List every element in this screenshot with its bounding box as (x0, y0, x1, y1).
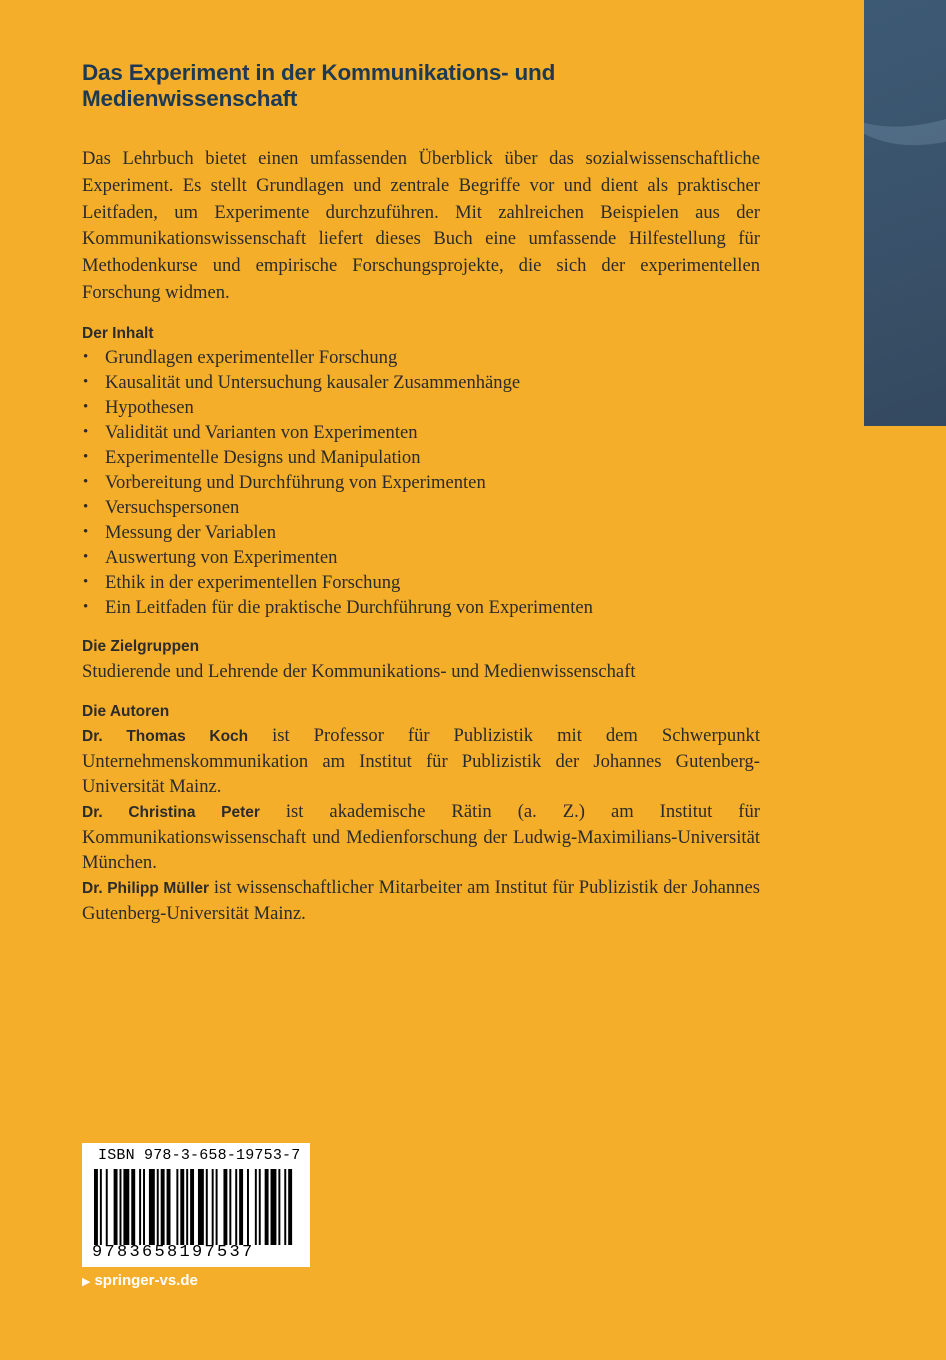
barcode-bar (120, 1169, 122, 1245)
barcode-icon (94, 1169, 298, 1245)
arrow-right-icon: ▶ (82, 1276, 91, 1288)
barcode-bar (212, 1169, 214, 1245)
audience-heading: Die Zielgruppen (82, 637, 200, 655)
intro-paragraph: Das Lehrbuch bietet einen umfassenden Überblick über das sozialwissenschaftliche Experiment. Es stellt Grundlagen und zentrale Begriffe vor und dient als praktischer Leitfaden, um Experimente durchzuführen. Mit zahlreichen Beispielen aus der Kommunikationswissenschaft liefert dieses Buch eine umfassende Hilfestellung für Methodenkurse und empirische Forschungsprojekte, die sich der experimentellen Forschung widmen. (82, 148, 760, 303)
list-item: • Auswertung von Experimenten (83, 546, 338, 568)
barcode-bar (100, 1169, 102, 1245)
barcode-bar (239, 1169, 243, 1245)
list-item: • Ethik in der experimentellen Forschung (83, 571, 401, 593)
author-name: Dr. Philipp Müller (82, 879, 210, 897)
publisher-url: springer-vs.de (94, 1272, 198, 1289)
list-item: • Messung der Variablen (83, 521, 277, 543)
barcode-bar (161, 1169, 165, 1245)
author-entry (82, 875, 760, 926)
barcode-bar (123, 1169, 129, 1245)
list-item: • Vorbereitung und Durchführung von Experimenten (83, 471, 486, 493)
bullet-icon: • (83, 373, 89, 390)
barcode-bar (255, 1169, 257, 1245)
barcode-bar (131, 1169, 135, 1245)
barcode-bar (247, 1169, 249, 1245)
barcode-bar (223, 1169, 227, 1245)
author-entry (82, 799, 760, 875)
author-bio: ist wissenschaftlicher Mitarbeiter am Institut für Publizistik der Johannes Gutenberg-Universität Mainz. (82, 876, 760, 924)
barcode-bar (229, 1169, 231, 1245)
barcode-bar (235, 1169, 237, 1245)
barcode-bar (143, 1169, 145, 1245)
barcode-bar (114, 1169, 118, 1245)
author-entry (82, 723, 760, 799)
bullet-icon: • (83, 548, 89, 565)
barcode-bar (288, 1169, 292, 1245)
list-item: • Hypothesen (83, 396, 194, 418)
barcode-bar (149, 1169, 155, 1245)
bullet-icon: • (83, 448, 89, 465)
barcode-bar (94, 1169, 98, 1245)
barcode-bar (139, 1169, 141, 1245)
barcode-bar (206, 1169, 208, 1245)
list-item: • Validität und Varianten von Experimenten (83, 421, 418, 443)
barcode-bar (190, 1169, 194, 1245)
back-cover-text (82, 60, 760, 926)
cover-corner-sheen (864, 0, 946, 172)
author-name: Dr. Christina Peter (82, 803, 260, 821)
barcode-bar (216, 1169, 218, 1245)
barcode-bar (278, 1169, 280, 1245)
barcode-bar (284, 1169, 286, 1245)
author-bio: ist Professor für Publizistik mit dem Schwerpunkt Unternehmenskommunikation am Institut für Publizistik der Johannes Gutenberg-Universität Mainz. (82, 724, 760, 797)
contents-list (82, 345, 760, 620)
contents-heading: Der Inhalt (82, 324, 154, 342)
barcode-bar (106, 1169, 108, 1245)
barcode-bar (157, 1169, 159, 1245)
bullet-icon: • (83, 598, 89, 615)
author-bio: ist akademische Rätin (a. Z.) am Institut für Kommunikationswissenschaft und Medienforschung der Ludwig-Maximilians-Universität München. (82, 800, 760, 873)
barcode-digits: 9783658197537 (92, 1243, 255, 1262)
bullet-icon: • (83, 573, 89, 590)
authors-heading: Die Autoren (82, 702, 170, 720)
isbn-label: ISBN 978-3-658-19753-7 (98, 1147, 301, 1164)
barcode-bar (167, 1169, 171, 1245)
publisher-link[interactable] (82, 1272, 198, 1289)
barcode-bar (176, 1169, 178, 1245)
cover-corner-panel (864, 0, 946, 426)
author-name: Dr. Thomas Koch (82, 727, 249, 745)
bullet-icon: • (83, 423, 89, 440)
bullet-icon: • (83, 348, 89, 365)
barcode-bar (186, 1169, 188, 1245)
list-item: • Versuchspersonen (83, 496, 240, 518)
list-item: • Experimentelle Designs und Manipulation (83, 446, 421, 468)
book-title: Das Experiment in der Kommunikations- und Medienwissenschaft (82, 60, 556, 111)
audience-text: Studierende und Lehrende der Kommunikations- und Medienwissenschaft (82, 660, 636, 682)
bullet-icon: • (83, 498, 89, 515)
list-item: • Ein Leitfaden für die praktische Durchführung von Experimenten (83, 596, 593, 618)
barcode-bar (180, 1169, 184, 1245)
barcode-bar (198, 1169, 204, 1245)
barcode-bar (271, 1169, 277, 1245)
list-item: • Kausalität und Untersuchung kausaler Zusammenhänge (83, 371, 521, 393)
barcode-bar (265, 1169, 269, 1245)
bullet-icon: • (83, 523, 89, 540)
bullet-icon: • (83, 473, 89, 490)
list-item: • Grundlagen experimenteller Forschung (83, 346, 398, 368)
bullet-icon: • (83, 398, 89, 415)
isbn-barcode (82, 1143, 310, 1267)
barcode-bar (259, 1169, 261, 1245)
